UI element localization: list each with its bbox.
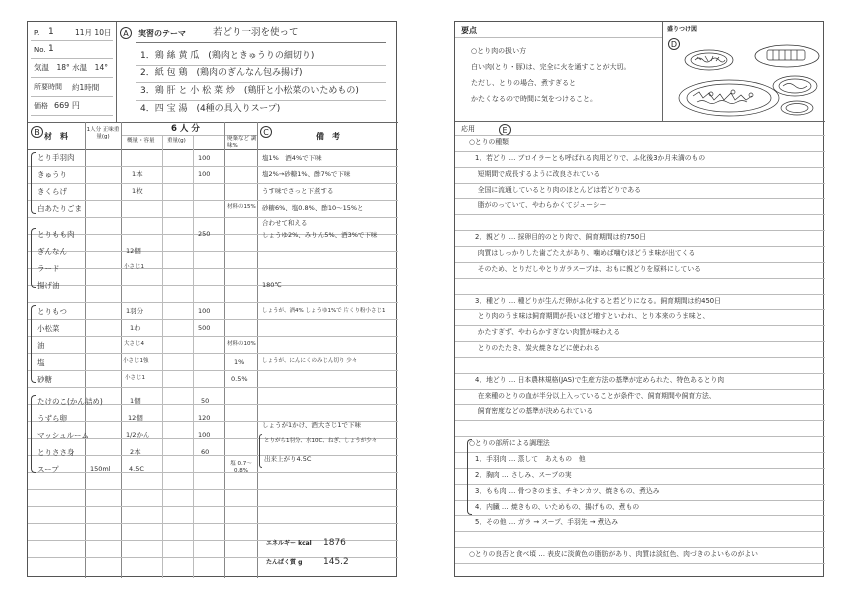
- col-approx: 概量・容量: [127, 138, 155, 144]
- ruled-line: [455, 452, 825, 453]
- theme-label: 実習のテーマ: [138, 29, 186, 38]
- table-row-line: [28, 251, 398, 252]
- note-line: 脂がのっていて、やわらかくてジューシー: [471, 201, 607, 210]
- ruled-line: [455, 151, 825, 152]
- ingredient-name: 揚げ油: [37, 281, 60, 290]
- dish-2: 2．紙 包 鶏 (鶏肉のぎんなん包み揚げ): [140, 68, 303, 78]
- ingredient-name: ラード: [37, 264, 60, 273]
- ruled-line: [455, 484, 825, 485]
- time-label: 所要時間: [34, 83, 62, 91]
- note-line: 5．その他 … ガラ → スープ、手羽先 → 煮込み: [475, 518, 619, 527]
- ruled-line: [455, 183, 825, 184]
- table-row-line: [28, 523, 398, 524]
- ingredient-name: うずら卵: [37, 414, 67, 423]
- note-line: 1．手羽肉 … 蒸して あえもの 他: [475, 455, 586, 463]
- ingredient-approx: 12個: [126, 247, 141, 255]
- ingredient-pct: 材料の15%: [227, 204, 256, 210]
- energy-value: 1876: [323, 538, 346, 548]
- note-line: そのため、とりだしやとりガラスープは、おもに親どりを原料にしている: [471, 264, 701, 273]
- col-weight: 重量(g): [167, 138, 186, 144]
- note-line: とりのたたき、炭火焼きなどに使われる: [471, 344, 600, 353]
- no-value: 1: [48, 44, 54, 54]
- table-row-line: [28, 319, 398, 320]
- ruled-line: [455, 547, 825, 548]
- section-bracket: [467, 439, 472, 515]
- dish-1: 1．鶏 絲 黄 瓜 (鶏肉ときゅうりの細切り): [140, 51, 315, 61]
- ingredient-approx: 小さじ1: [125, 375, 145, 381]
- ruled-line: [455, 262, 825, 263]
- note-line: かたすぎず、やわらかすぎない肉質が味わえる: [471, 328, 620, 337]
- ingredient-pct: 0.5%: [231, 375, 248, 383]
- marker-a: A: [120, 27, 132, 39]
- ingredient-name: ぎんなん: [37, 247, 67, 256]
- note-line: 2．親どり … 採卵目的のとり肉で、飼育期間は約750日: [475, 233, 647, 242]
- ingredient-name: とりささ身: [37, 448, 75, 457]
- points-label: 要点: [461, 26, 477, 35]
- ingredient-name: きゅうり: [37, 170, 67, 179]
- ruled-line: [455, 309, 825, 310]
- ingredient-note: しょうゆ2%、みりん5%、酒3%で下味: [262, 231, 378, 239]
- ingredient-approx: 1個: [130, 397, 141, 405]
- note-line: 全国に流通しているとり肉のほとんどは若どりである: [471, 185, 641, 194]
- notes-sheet: [454, 21, 824, 577]
- group-bracket: [31, 152, 36, 214]
- dish-drawing: [685, 50, 733, 70]
- ingredient-approx: 4.5C: [129, 465, 144, 473]
- group-bracket: [31, 228, 36, 288]
- ingredient-approx: 小さじ1強: [123, 358, 149, 364]
- recipe-sheet: [27, 21, 397, 577]
- date: 11月 10日: [75, 28, 112, 37]
- table-row-line: [28, 302, 398, 303]
- page-label: P.: [34, 29, 40, 37]
- dish-drawing: [767, 50, 805, 60]
- ingredient-weight: 100: [198, 170, 211, 178]
- ingredient-approx: 12個: [128, 414, 143, 422]
- price-value: 669 円: [54, 101, 80, 110]
- group-bracket: [31, 395, 36, 473]
- marker-d: D: [668, 38, 680, 50]
- ingredient-approx: 1/2かん: [126, 431, 150, 439]
- ingredient-name: 砂糖: [37, 375, 52, 384]
- ingredient-weight: 100: [198, 154, 211, 162]
- ingredient-name: 油: [37, 341, 45, 350]
- ingredient-note: うす味でさっと下煮する: [262, 187, 334, 195]
- note-line: ○とりの良否と食べ頃 … 表皮に淡黄色の脂肪があり、肉質は淡紅色、肉づきのよいものがよい: [469, 550, 758, 559]
- ingredient-approx: 2本: [130, 448, 141, 456]
- ingredient-note: 出来上がり4.5C: [264, 455, 312, 463]
- ingredient-approx: 1枚: [132, 187, 143, 195]
- ruled-line: [455, 420, 825, 421]
- ruled-line: [455, 341, 825, 342]
- table-row-line: [28, 217, 398, 218]
- ingredient-note: しょうが、にんにくのみじん切り 少々: [262, 358, 358, 364]
- ingredient-weight: 50: [201, 397, 210, 405]
- ingredient-name: マッシュルーム: [37, 431, 90, 440]
- note-line: 3．もも肉 … 骨つきのまま、チキンカツ、焼きもの、煮込み: [475, 486, 660, 495]
- table-row-line: [28, 268, 398, 269]
- header-divider: [116, 22, 117, 122]
- ruled-line: [455, 468, 825, 469]
- ingredient-weight: 250: [198, 230, 211, 238]
- note-line: 4．内臓 … 焼きもの、いためもの、揚げもの、煮もの: [475, 502, 640, 511]
- ingredient-name: 白あたりごま: [37, 204, 82, 213]
- ruled-line: [455, 357, 825, 358]
- ingredient-note: 180℃: [262, 281, 282, 289]
- note-line: 飼育密度などの基準が決められている: [471, 407, 594, 416]
- ingredient-name: とりもも肉: [37, 230, 75, 239]
- ingredient-weight: 60: [201, 448, 210, 456]
- note-line: 2．胸肉 … さしみ、スープの実: [475, 470, 572, 479]
- points-line: 白い肉(とり・豚)は、完全に火を通すことが大切。: [471, 63, 631, 71]
- col-unit-amount: 1人分 正味重量(g): [86, 127, 120, 140]
- note-line: 短期間で成長するように改良されている: [471, 169, 601, 178]
- ingredient-name: とり手羽肉: [37, 153, 75, 162]
- dish-3: 3．鶏 肝 と 小 松 菜 炒 (鶏肝と小松菜のいためもの): [140, 86, 359, 96]
- table-row-line: [28, 353, 398, 354]
- ingredient-weight: 500: [198, 324, 211, 332]
- ingredient-pct: 塩 0.7～0.8%: [230, 461, 252, 475]
- applied-label: 応用: [461, 125, 475, 133]
- ruled-line: [455, 531, 825, 532]
- ingredient-approx: 1わ: [130, 324, 141, 332]
- ingredient-note: しょうが、酒4% しょうゆ1%で 片くり粉小さじ1: [262, 308, 386, 314]
- ingredient-note: 合わせて和える: [262, 219, 308, 227]
- ingredient-weight: 120: [198, 414, 211, 422]
- table-row-line: [28, 200, 398, 201]
- ruled-line: [455, 198, 825, 199]
- table-row-line: [28, 472, 398, 473]
- table-row-line: [28, 183, 398, 184]
- group-bracket: [31, 305, 36, 383]
- ingredient-weight: 100: [198, 431, 211, 439]
- note-line: ○とりの部所による調理法: [469, 439, 550, 448]
- ruled-line: [455, 404, 825, 405]
- dish-drawing: [679, 80, 779, 116]
- plating-label: 盛りつけ図: [667, 26, 698, 33]
- energy-label: エネルギー kcal: [266, 540, 312, 547]
- ruled-line: [455, 294, 825, 295]
- ingredient-approx: 1羽分: [126, 307, 144, 315]
- time-value: 約1時間: [72, 83, 100, 92]
- table-row-line: [28, 166, 398, 167]
- table-row-line: [28, 285, 398, 286]
- price-label: 価格: [34, 102, 48, 110]
- col-material: 材 料: [44, 132, 68, 141]
- header-bottom-rule: [28, 122, 398, 123]
- points-line: ただし、とりの場合、煮すぎると: [471, 79, 576, 87]
- col-waste: 廃棄など 調味%: [227, 136, 257, 149]
- temperature: 気温 18° 水温 14°: [34, 63, 108, 72]
- points-line: かたくなるので時間に気をつけること。: [471, 95, 597, 103]
- ingredient-name: 小松菜: [37, 324, 60, 333]
- ruled-line: [455, 167, 825, 168]
- note-line: とり肉のうま味は飼育期間が長いほど増すといわれ、とり本来のうま味と、: [471, 312, 710, 321]
- protein-value: 145.2: [323, 557, 349, 567]
- ingredient-note: とりがら1羽分、水10C、ねぎ、しょうが少々: [264, 438, 378, 444]
- protein-label: たんぱく質 g: [266, 559, 303, 566]
- ruled-line: [455, 325, 825, 326]
- ingredient-name: とりもつ: [37, 307, 67, 316]
- ruled-line: [455, 214, 825, 215]
- ingredient-pct: 1%: [234, 358, 245, 366]
- ingredient-note: 塩1% 酒4%で下味: [262, 154, 322, 162]
- ingredient-name: たけのこ(かん詰め): [37, 397, 103, 406]
- points-line: ○とり肉の扱い方: [471, 47, 527, 55]
- ingredient-name: きくらげ: [37, 187, 67, 196]
- no-label: No.: [34, 46, 46, 54]
- ingredient-pct: 材料の10%: [227, 341, 256, 347]
- ingredient-note: 砂糖6%、塩0.8%、酢10～15%と: [262, 204, 364, 212]
- dish-4: 4．四 宝 湯 (4種の具入りスープ): [140, 104, 281, 114]
- note-line: 4．地どり … 日本農林規格(JAS)で生産方法の基準が定められた、特色あるとり肉: [475, 375, 725, 384]
- dish-drawing: [755, 45, 819, 67]
- table-row-line: [28, 506, 398, 507]
- note-line: 肉質はしっかりした歯ごたえがあり、噛めば噛むほどうま味が出てくる: [471, 248, 696, 257]
- ruled-line: [455, 515, 825, 516]
- table-row-line: [28, 489, 398, 490]
- marker-b: B: [31, 126, 43, 138]
- table-row-line: [28, 336, 398, 337]
- col-notes: 備 考: [316, 132, 340, 141]
- ingredient-note: 塩2%→砂糖1%、酢7%で下味: [262, 170, 351, 178]
- ruled-line: [455, 246, 825, 247]
- table-row-line: [28, 387, 398, 388]
- ruled-line: [455, 500, 825, 501]
- ingredient-approx: 1本: [132, 170, 143, 178]
- ingredient-approx: 小さじ1: [124, 264, 144, 270]
- table-row-line: [28, 455, 398, 456]
- note-line: 1．若どり … ブロイラーとも呼ばれる肉用どりで、ふ化後3か月未満のもの: [475, 153, 706, 162]
- ingredient-name: 塩: [37, 358, 45, 367]
- theme-value: 若どり一羽を使って: [213, 27, 299, 38]
- ruled-line: [455, 563, 825, 564]
- col-six-servings: 6 人 分: [171, 124, 200, 134]
- dish-drawing: [773, 76, 817, 96]
- note-line: 在来種のとりの血が半分以上入っていることが条件で、飼育期間や飼育方法、: [471, 391, 716, 400]
- ingredient-approx: 大さじ4: [124, 341, 144, 347]
- ingredient-weight: 100: [198, 307, 211, 315]
- ruled-line: [455, 230, 825, 231]
- plating-illustration: [667, 42, 822, 120]
- ingredient-name: スープ: [37, 465, 59, 474]
- dish-drawing: [781, 101, 813, 115]
- marker-c: C: [260, 126, 272, 138]
- ruled-line: [455, 389, 825, 390]
- ruled-line: [455, 135, 825, 136]
- ingredient-note: しょうが1かけ、酒大さじ1で下味: [262, 421, 362, 429]
- note-line: 3．種どり … 種どりが生んだ卵がふ化すると若どりになる。飼育期間は約450日: [475, 296, 721, 305]
- marker-e: E: [499, 124, 511, 136]
- ingredient-unit: 150ml: [90, 465, 111, 473]
- ruled-line: [455, 436, 825, 437]
- note-line: ○とりの種類: [469, 138, 509, 146]
- ruled-line: [455, 278, 825, 279]
- table-row-line: [28, 370, 398, 371]
- page-number: 1: [48, 27, 54, 37]
- ruled-line: [455, 373, 825, 374]
